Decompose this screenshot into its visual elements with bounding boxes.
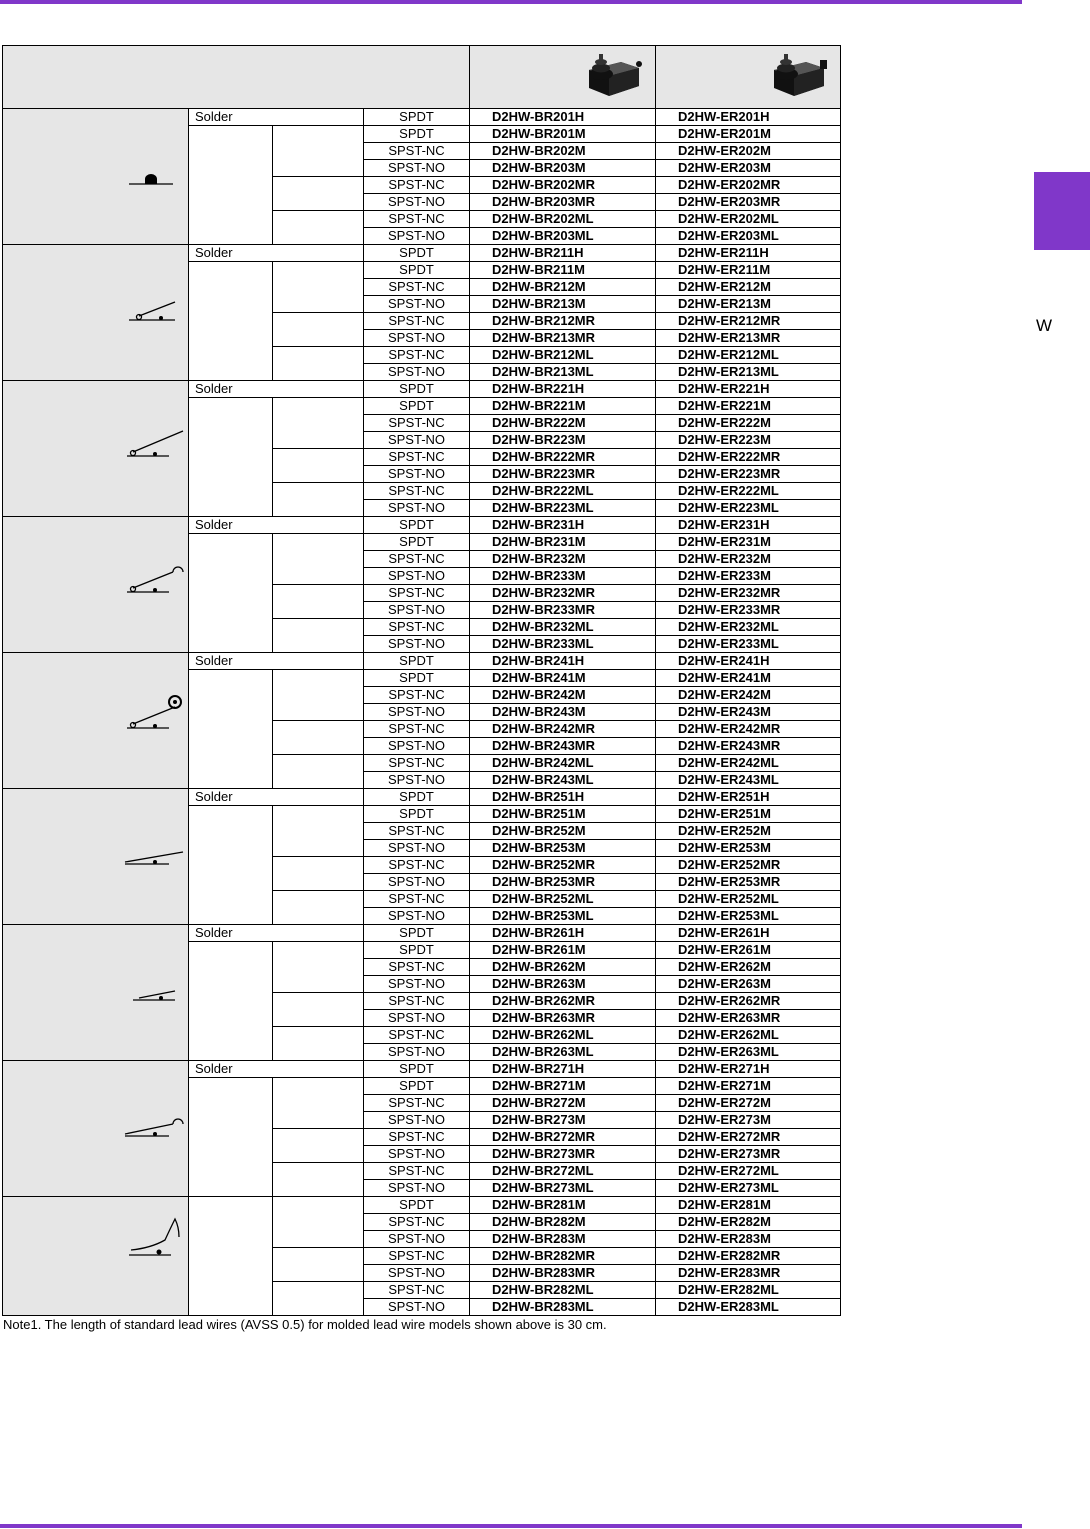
- model-br: D2HW-BR273M: [470, 1112, 656, 1129]
- wire-lever-icon: [121, 1213, 185, 1259]
- model-er: D2HW-ER232ML: [656, 619, 841, 636]
- contact-form: SPST-NC: [364, 993, 470, 1010]
- model-er: D2HW-ER203MR: [656, 194, 841, 211]
- lead-direction-cell: [273, 585, 364, 619]
- model-er: D2HW-ER272MR: [656, 1129, 841, 1146]
- model-er: D2HW-ER243M: [656, 704, 841, 721]
- contact-form: SPST-NC: [364, 619, 470, 636]
- model-er: D2HW-ER231H: [656, 517, 841, 534]
- model-br: D2HW-BR243M: [470, 704, 656, 721]
- model-br: D2HW-BR202MR: [470, 177, 656, 194]
- model-er: D2HW-ER223MR: [656, 466, 841, 483]
- lead-direction-cell: [273, 806, 364, 857]
- header-br-cell: [470, 46, 656, 109]
- model-br: D2HW-BR242M: [470, 687, 656, 704]
- lead-direction-cell: [273, 398, 364, 449]
- contact-form: SPST-NO: [364, 194, 470, 211]
- actuator-cell: [3, 109, 189, 245]
- lead-direction-cell: [273, 1282, 364, 1316]
- model-br: D2HW-BR243ML: [470, 772, 656, 789]
- terminal-solder-label: Solder: [189, 1061, 364, 1078]
- contact-form: SPST-NC: [364, 211, 470, 228]
- contact-form: SPDT: [364, 381, 470, 398]
- model-er: D2HW-ER222ML: [656, 483, 841, 500]
- contact-form: SPST-NO: [364, 466, 470, 483]
- short-leaf-lever-icon: [121, 958, 185, 1004]
- model-br: D2HW-BR232M: [470, 551, 656, 568]
- lead-direction-cell: [273, 993, 364, 1027]
- table-row: [3, 653, 841, 670]
- lead-direction-cell: [273, 211, 364, 245]
- table-row: [3, 517, 841, 534]
- contact-form: SPDT: [364, 245, 470, 262]
- model-br: D2HW-BR262MR: [470, 993, 656, 1010]
- model-br: D2HW-BR202M: [470, 143, 656, 160]
- model-br: D2HW-BR252ML: [470, 891, 656, 908]
- lead-direction-cell: [273, 1163, 364, 1197]
- model-br: D2HW-BR213MR: [470, 330, 656, 347]
- model-er: D2HW-ER222M: [656, 415, 841, 432]
- model-er: D2HW-ER282ML: [656, 1282, 841, 1299]
- top-accent-rule: [0, 0, 1022, 4]
- model-br: D2HW-BR243MR: [470, 738, 656, 755]
- model-er: D2HW-ER201H: [656, 109, 841, 126]
- contact-form: SPST-NC: [364, 857, 470, 874]
- contact-form: SPST-NC: [364, 721, 470, 738]
- lead-direction-cell: [273, 313, 364, 347]
- model-br: D2HW-BR241M: [470, 670, 656, 687]
- contact-form: SPST-NC: [364, 891, 470, 908]
- terminal-solder-label: Solder: [189, 925, 364, 942]
- actuator-cell: [3, 381, 189, 517]
- model-er: D2HW-ER262M: [656, 959, 841, 976]
- model-br: D2HW-BR241H: [470, 653, 656, 670]
- model-br: D2HW-BR211M: [470, 262, 656, 279]
- contact-form: SPST-NO: [364, 738, 470, 755]
- contact-form: SPST-NC: [364, 143, 470, 160]
- model-er: D2HW-ER213ML: [656, 364, 841, 381]
- long-hinge-lever-icon: [121, 414, 185, 460]
- terminal-solder-label: Solder: [189, 381, 364, 398]
- model-er: D2HW-ER242M: [656, 687, 841, 704]
- contact-form: SPDT: [364, 653, 470, 670]
- model-er: D2HW-ER232M: [656, 551, 841, 568]
- contact-form: SPST-NO: [364, 1231, 470, 1248]
- contact-form: SPDT: [364, 534, 470, 551]
- model-br: D2HW-BR232MR: [470, 585, 656, 602]
- actuator-cell: [3, 1197, 189, 1316]
- model-br: D2HW-BR221M: [470, 398, 656, 415]
- model-er: D2HW-ER221M: [656, 398, 841, 415]
- contact-form: SPST-NC: [364, 1248, 470, 1265]
- model-br: D2HW-BR263M: [470, 976, 656, 993]
- contact-form: SPST-NC: [364, 177, 470, 194]
- actuator-cell: [3, 1061, 189, 1197]
- model-br: D2HW-BR231M: [470, 534, 656, 551]
- model-er: D2HW-ER271H: [656, 1061, 841, 1078]
- model-er: D2HW-ER243ML: [656, 772, 841, 789]
- model-br: D2HW-BR212ML: [470, 347, 656, 364]
- model-br: D2HW-BR272MR: [470, 1129, 656, 1146]
- contact-form: SPDT: [364, 789, 470, 806]
- model-er: D2HW-ER252MR: [656, 857, 841, 874]
- terminal-molded-cell: [189, 670, 273, 789]
- model-table: [2, 45, 841, 1316]
- table-row: [3, 245, 841, 262]
- model-br: D2HW-BR223MR: [470, 466, 656, 483]
- lead-direction-cell: [273, 262, 364, 313]
- model-br: D2HW-BR283M: [470, 1231, 656, 1248]
- model-br: D2HW-BR282ML: [470, 1282, 656, 1299]
- roller-lever-icon: [121, 686, 185, 732]
- lead-direction-cell: [273, 126, 364, 177]
- model-br: D2HW-BR242MR: [470, 721, 656, 738]
- lead-direction-cell: [273, 755, 364, 789]
- table-header-row: [3, 46, 841, 109]
- actuator-cell: [3, 925, 189, 1061]
- model-br: D2HW-BR262M: [470, 959, 656, 976]
- terminal-solder-label: Solder: [189, 789, 364, 806]
- model-br: D2HW-BR203MR: [470, 194, 656, 211]
- terminal-molded-cell: [189, 1197, 273, 1316]
- model-er: D2HW-ER231M: [656, 534, 841, 551]
- model-br: D2HW-BR201H: [470, 109, 656, 126]
- contact-form: SPDT: [364, 942, 470, 959]
- contact-form: SPST-NC: [364, 959, 470, 976]
- model-br: D2HW-BR231H: [470, 517, 656, 534]
- lead-direction-cell: [273, 1027, 364, 1061]
- contact-form: SPST-NO: [364, 908, 470, 925]
- model-er: D2HW-ER263M: [656, 976, 841, 993]
- model-er: D2HW-ER253MR: [656, 874, 841, 891]
- switch-br-icon: [575, 52, 645, 102]
- model-br: D2HW-BR271H: [470, 1061, 656, 1078]
- contact-form: SPST-NC: [364, 585, 470, 602]
- contact-form: SPST-NO: [364, 840, 470, 857]
- model-er: D2HW-ER202M: [656, 143, 841, 160]
- model-br: D2HW-BR202ML: [470, 211, 656, 228]
- model-er: D2HW-ER201M: [656, 126, 841, 143]
- header-er-cell: [656, 46, 841, 109]
- model-br: D2HW-BR272M: [470, 1095, 656, 1112]
- model-br: D2HW-BR221H: [470, 381, 656, 398]
- model-br: D2HW-BR201M: [470, 126, 656, 143]
- lead-direction-cell: [273, 1078, 364, 1129]
- contact-form: SPST-NC: [364, 551, 470, 568]
- model-br: D2HW-BR283ML: [470, 1299, 656, 1316]
- model-er: D2HW-ER213M: [656, 296, 841, 313]
- contact-form: SPST-NC: [364, 347, 470, 364]
- contact-form: SPDT: [364, 670, 470, 687]
- terminal-molded-cell: [189, 126, 273, 245]
- model-er: D2HW-ER232MR: [656, 585, 841, 602]
- contact-form: SPST-NO: [364, 636, 470, 653]
- model-br: D2HW-BR253M: [470, 840, 656, 857]
- table-row: [3, 109, 841, 126]
- model-br: D2HW-BR253MR: [470, 874, 656, 891]
- terminal-molded-cell: [189, 1078, 273, 1197]
- lead-direction-cell: [273, 942, 364, 993]
- contact-form: SPDT: [364, 806, 470, 823]
- model-er: D2HW-ER233MR: [656, 602, 841, 619]
- model-br: D2HW-BR203M: [470, 160, 656, 177]
- contact-form: SPST-NC: [364, 313, 470, 330]
- model-er: D2HW-ER272ML: [656, 1163, 841, 1180]
- actuator-cell: [3, 245, 189, 381]
- model-br: D2HW-BR261H: [470, 925, 656, 942]
- model-br: D2HW-BR281M: [470, 1197, 656, 1214]
- lead-direction-cell: [273, 891, 364, 925]
- contact-form: SPDT: [364, 517, 470, 534]
- model-er: D2HW-ER251H: [656, 789, 841, 806]
- lead-direction-cell: [273, 1248, 364, 1282]
- model-br: D2HW-BR263ML: [470, 1044, 656, 1061]
- lead-direction-cell: [273, 177, 364, 211]
- lead-direction-cell: [273, 1129, 364, 1163]
- model-er: D2HW-ER271M: [656, 1078, 841, 1095]
- contact-form: SPST-NO: [364, 602, 470, 619]
- footnote: Note1. The length of standard lead wires (AVSS 0.5) for molded lead wire models shown above is 30 cm.: [3, 1317, 607, 1332]
- model-er: D2HW-ER253ML: [656, 908, 841, 925]
- model-br: D2HW-BR262ML: [470, 1027, 656, 1044]
- model-er: D2HW-ER281M: [656, 1197, 841, 1214]
- actuator-cell: [3, 517, 189, 653]
- model-br: D2HW-BR273ML: [470, 1180, 656, 1197]
- model-br: D2HW-BR212M: [470, 279, 656, 296]
- model-er: D2HW-ER203ML: [656, 228, 841, 245]
- terminal-solder-label: Solder: [189, 109, 364, 126]
- contact-form: SPST-NC: [364, 1129, 470, 1146]
- contact-form: SPDT: [364, 262, 470, 279]
- table-row: [3, 789, 841, 806]
- model-er: D2HW-ER202ML: [656, 211, 841, 228]
- lead-direction-cell: [273, 483, 364, 517]
- contact-form: SPST-NO: [364, 568, 470, 585]
- model-er: D2HW-ER213MR: [656, 330, 841, 347]
- model-er: D2HW-ER212M: [656, 279, 841, 296]
- lead-direction-cell: [273, 1197, 364, 1248]
- model-br: D2HW-BR222ML: [470, 483, 656, 500]
- switch-er-icon: [760, 52, 830, 102]
- contact-form: SPST-NO: [364, 772, 470, 789]
- lead-direction-cell: [273, 721, 364, 755]
- model-br: D2HW-BR222M: [470, 415, 656, 432]
- model-er: D2HW-ER261H: [656, 925, 841, 942]
- lead-direction-cell: [273, 670, 364, 721]
- model-er: D2HW-ER283ML: [656, 1299, 841, 1316]
- model-br: D2HW-BR271M: [470, 1078, 656, 1095]
- contact-form: SPST-NO: [364, 1299, 470, 1316]
- contact-form: SPST-NC: [364, 1095, 470, 1112]
- contact-form: SPST-NO: [364, 1112, 470, 1129]
- hinge-lever-icon: [121, 822, 185, 868]
- contact-form: SPST-NC: [364, 755, 470, 772]
- model-br: D2HW-BR253ML: [470, 908, 656, 925]
- model-er: D2HW-ER211H: [656, 245, 841, 262]
- model-br: D2HW-BR272ML: [470, 1163, 656, 1180]
- lead-direction-cell: [273, 857, 364, 891]
- terminal-solder-label: Solder: [189, 653, 364, 670]
- terminal-molded-cell: [189, 806, 273, 925]
- header-blank-cell: [3, 46, 470, 109]
- contact-form: SPST-NO: [364, 1010, 470, 1027]
- model-er: D2HW-ER242MR: [656, 721, 841, 738]
- contact-form: SPST-NO: [364, 874, 470, 891]
- model-er: D2HW-ER212MR: [656, 313, 841, 330]
- model-er: D2HW-ER252M: [656, 823, 841, 840]
- model-er: D2HW-ER282MR: [656, 1248, 841, 1265]
- model-br: D2HW-BR232ML: [470, 619, 656, 636]
- model-br: D2HW-BR222MR: [470, 449, 656, 466]
- model-er: D2HW-ER202MR: [656, 177, 841, 194]
- terminal-molded-cell: [189, 534, 273, 653]
- contact-form: SPST-NC: [364, 1282, 470, 1299]
- contact-form: SPST-NC: [364, 279, 470, 296]
- contact-form: SPDT: [364, 925, 470, 942]
- bottom-accent-rule: [0, 1524, 1022, 1528]
- contact-form: SPST-NO: [364, 704, 470, 721]
- model-er: D2HW-ER263MR: [656, 1010, 841, 1027]
- contact-form: SPDT: [364, 398, 470, 415]
- model-br: D2HW-BR251H: [470, 789, 656, 806]
- model-br: D2HW-BR252M: [470, 823, 656, 840]
- actuator-cell: [3, 789, 189, 925]
- model-br: D2HW-BR213M: [470, 296, 656, 313]
- terminal-molded-cell: [189, 262, 273, 381]
- section-tab: [1034, 172, 1090, 250]
- model-er: D2HW-ER251M: [656, 806, 841, 823]
- model-er: D2HW-ER212ML: [656, 347, 841, 364]
- model-br: D2HW-BR252MR: [470, 857, 656, 874]
- model-er: D2HW-ER261M: [656, 942, 841, 959]
- model-er: D2HW-ER241M: [656, 670, 841, 687]
- terminal-solder-label: Solder: [189, 245, 364, 262]
- table-row: [3, 381, 841, 398]
- contact-form: SPST-NO: [364, 432, 470, 449]
- lead-direction-cell: [273, 449, 364, 483]
- lead-direction-cell: [273, 347, 364, 381]
- model-er: D2HW-ER273ML: [656, 1180, 841, 1197]
- model-br: D2HW-BR282M: [470, 1214, 656, 1231]
- contact-form: SPST-NO: [364, 1146, 470, 1163]
- table-row: [3, 1061, 841, 1078]
- model-br: D2HW-BR211H: [470, 245, 656, 262]
- model-br: D2HW-BR242ML: [470, 755, 656, 772]
- model-er: D2HW-ER243MR: [656, 738, 841, 755]
- model-br: D2HW-BR233MR: [470, 602, 656, 619]
- lead-direction-cell: [273, 619, 364, 653]
- contact-form: SPST-NC: [364, 415, 470, 432]
- contact-form: SPDT: [364, 109, 470, 126]
- contact-form: SPST-NC: [364, 687, 470, 704]
- model-er: D2HW-ER211M: [656, 262, 841, 279]
- terminal-solder-label: Solder: [189, 517, 364, 534]
- model-er: D2HW-ER262MR: [656, 993, 841, 1010]
- contact-form: SPST-NO: [364, 500, 470, 517]
- model-er: D2HW-ER272M: [656, 1095, 841, 1112]
- model-br: D2HW-BR233ML: [470, 636, 656, 653]
- model-br: D2HW-BR273MR: [470, 1146, 656, 1163]
- short-hinge-lever-icon: [121, 278, 185, 324]
- simulated-roller-leaf-lever-icon: [121, 1094, 185, 1140]
- terminal-molded-cell: [189, 398, 273, 517]
- model-er: D2HW-ER223M: [656, 432, 841, 449]
- model-er: D2HW-ER273MR: [656, 1146, 841, 1163]
- contact-form: SPST-NO: [364, 330, 470, 347]
- model-br: D2HW-BR223M: [470, 432, 656, 449]
- contact-form: SPST-NO: [364, 1265, 470, 1282]
- model-er: D2HW-ER273M: [656, 1112, 841, 1129]
- model-er: D2HW-ER253M: [656, 840, 841, 857]
- contact-form: SPST-NC: [364, 449, 470, 466]
- model-er: D2HW-ER223ML: [656, 500, 841, 517]
- contact-form: SPDT: [364, 1078, 470, 1095]
- contact-form: SPST-NO: [364, 160, 470, 177]
- model-br: D2HW-BR223ML: [470, 500, 656, 517]
- pin-plunger-icon: [121, 142, 185, 188]
- contact-form: SPST-NO: [364, 228, 470, 245]
- model-er: D2HW-ER222MR: [656, 449, 841, 466]
- terminal-molded-cell: [189, 942, 273, 1061]
- model-br: D2HW-BR283MR: [470, 1265, 656, 1282]
- model-br: D2HW-BR203ML: [470, 228, 656, 245]
- actuator-cell: [3, 653, 189, 789]
- model-er: D2HW-ER221H: [656, 381, 841, 398]
- contact-form: SPST-NO: [364, 364, 470, 381]
- model-br: D2HW-BR251M: [470, 806, 656, 823]
- contact-form: SPDT: [364, 1197, 470, 1214]
- lead-direction-cell: [273, 534, 364, 585]
- model-er: D2HW-ER233ML: [656, 636, 841, 653]
- model-er: D2HW-ER283MR: [656, 1265, 841, 1282]
- model-er: D2HW-ER252ML: [656, 891, 841, 908]
- model-er: D2HW-ER242ML: [656, 755, 841, 772]
- contact-form: SPST-NC: [364, 483, 470, 500]
- model-er: D2HW-ER262ML: [656, 1027, 841, 1044]
- contact-form: SPST-NO: [364, 1044, 470, 1061]
- model-br: D2HW-BR263MR: [470, 1010, 656, 1027]
- model-er: D2HW-ER233M: [656, 568, 841, 585]
- model-er: D2HW-ER282M: [656, 1214, 841, 1231]
- table-row: [3, 1197, 841, 1214]
- section-letter: W: [1036, 316, 1053, 335]
- table-row: [3, 925, 841, 942]
- model-br: D2HW-BR213ML: [470, 364, 656, 381]
- contact-form: SPST-NO: [364, 976, 470, 993]
- simulated-roller-lever-icon: [121, 550, 185, 596]
- contact-form: SPST-NO: [364, 1180, 470, 1197]
- model-er: D2HW-ER283M: [656, 1231, 841, 1248]
- contact-form: SPDT: [364, 126, 470, 143]
- contact-form: SPST-NC: [364, 1163, 470, 1180]
- model-br: D2HW-BR212MR: [470, 313, 656, 330]
- model-er: D2HW-ER263ML: [656, 1044, 841, 1061]
- model-br: D2HW-BR282MR: [470, 1248, 656, 1265]
- contact-form: SPST-NC: [364, 823, 470, 840]
- model-br: D2HW-BR261M: [470, 942, 656, 959]
- model-br: D2HW-BR233M: [470, 568, 656, 585]
- model-er: D2HW-ER203M: [656, 160, 841, 177]
- contact-form: SPST-NO: [364, 296, 470, 313]
- model-er: D2HW-ER241H: [656, 653, 841, 670]
- contact-form: SPST-NC: [364, 1214, 470, 1231]
- contact-form: SPST-NC: [364, 1027, 470, 1044]
- contact-form: SPDT: [364, 1061, 470, 1078]
